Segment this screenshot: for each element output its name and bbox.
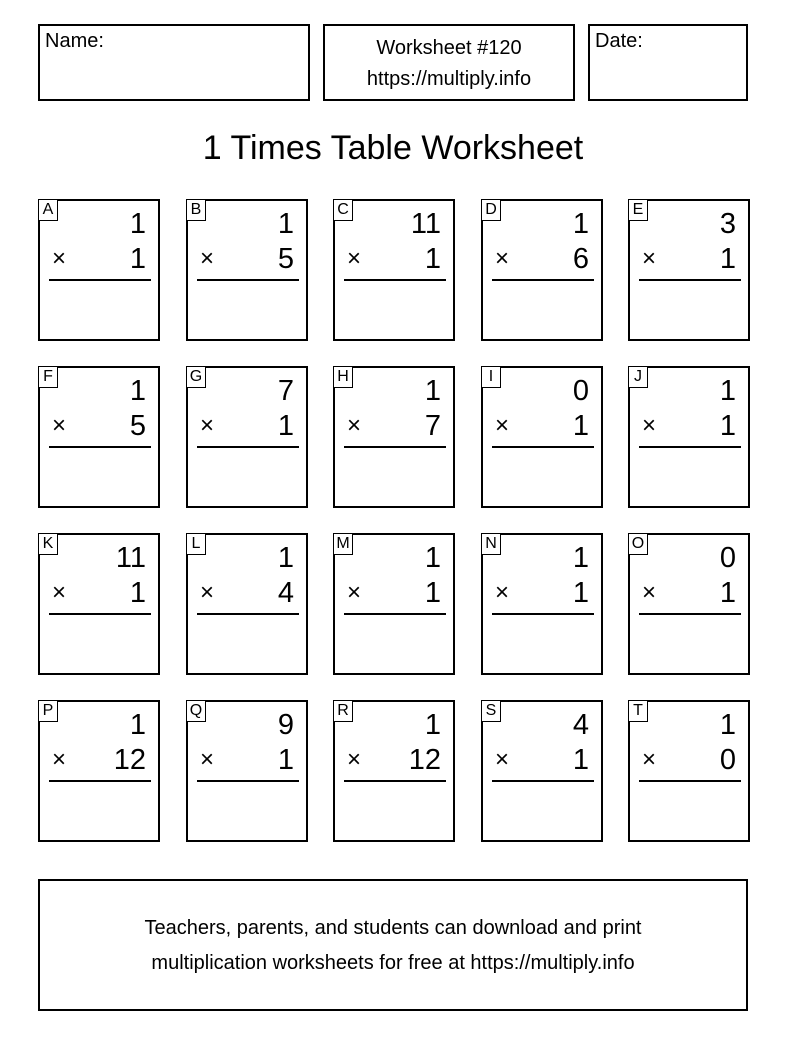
problem-letter: G	[186, 366, 206, 388]
worksheet-info-box	[323, 24, 575, 101]
top-operand: 1	[277, 208, 294, 240]
answer-line	[197, 446, 299, 448]
top-operand: 1	[424, 709, 441, 741]
problem-card	[38, 199, 160, 341]
problem-card	[186, 533, 308, 675]
top-operand: 9	[277, 709, 294, 741]
problem-letter: P	[38, 700, 58, 722]
answer-line	[639, 780, 741, 782]
times-sign: ×	[347, 245, 362, 272]
top-operand: 0	[719, 542, 736, 574]
top-operand: 4	[572, 709, 589, 741]
top-operand: 1	[129, 375, 146, 407]
answer-line	[49, 279, 151, 281]
bottom-operand: 4	[277, 577, 294, 609]
answer-line	[344, 446, 446, 448]
problem-letter: N	[481, 533, 501, 555]
top-operand: 1	[424, 542, 441, 574]
worksheet-number: Worksheet #120	[376, 37, 522, 59]
answer-line	[49, 780, 151, 782]
problem-card	[38, 700, 160, 842]
problem-letter: O	[628, 533, 648, 555]
name-label: Name:	[45, 30, 104, 52]
times-sign: ×	[200, 579, 215, 606]
top-operand: 1	[719, 375, 736, 407]
problem-card	[333, 700, 455, 842]
problem-letter: M	[333, 533, 353, 555]
answer-line	[492, 446, 594, 448]
footer-text-line-1: Teachers, parents, and students can download and print	[144, 917, 642, 939]
problem-card	[481, 700, 603, 842]
answer-line	[197, 279, 299, 281]
problem-letter: L	[186, 533, 206, 555]
problem-letter: H	[333, 366, 353, 388]
times-sign: ×	[52, 579, 67, 606]
problem-card	[186, 366, 308, 508]
problem-card	[333, 199, 455, 341]
date-label: Date:	[595, 30, 643, 52]
top-operand: 1	[424, 375, 441, 407]
footer-text-line-2: multiplication worksheets for free at https://multiply.info	[151, 952, 635, 974]
bottom-operand: 1	[572, 410, 589, 442]
times-sign: ×	[495, 579, 510, 606]
answer-line	[639, 613, 741, 615]
answer-line	[492, 279, 594, 281]
top-operand: 1	[129, 709, 146, 741]
answer-line	[639, 279, 741, 281]
top-operand: 1	[277, 542, 294, 574]
name-field-box	[38, 24, 310, 101]
answer-line	[49, 446, 151, 448]
answer-line	[344, 279, 446, 281]
times-sign: ×	[495, 245, 510, 272]
bottom-operand: 5	[129, 410, 146, 442]
top-operand: 11	[410, 208, 441, 240]
times-sign: ×	[52, 245, 67, 272]
top-operand: 3	[719, 208, 736, 240]
problem-letter: E	[628, 199, 648, 221]
times-sign: ×	[642, 245, 657, 272]
answer-line	[197, 613, 299, 615]
problem-card	[628, 700, 750, 842]
bottom-operand: 5	[277, 243, 294, 275]
times-sign: ×	[200, 746, 215, 773]
top-operand: 1	[129, 208, 146, 240]
times-sign: ×	[495, 746, 510, 773]
problem-letter: Q	[186, 700, 206, 722]
problem-card	[38, 366, 160, 508]
bottom-operand: 0	[719, 744, 736, 776]
page-title: 1 Times Table Worksheet	[202, 129, 584, 167]
top-operand: 11	[115, 542, 146, 574]
problem-letter: B	[186, 199, 206, 221]
top-operand: 7	[277, 375, 294, 407]
bottom-operand: 1	[129, 243, 146, 275]
times-sign: ×	[347, 746, 362, 773]
problem-card	[481, 199, 603, 341]
problem-letter: F	[38, 366, 58, 388]
bottom-operand: 1	[277, 744, 294, 776]
times-sign: ×	[200, 412, 215, 439]
worksheet-url: https://multiply.info	[366, 68, 532, 90]
answer-line	[344, 780, 446, 782]
bottom-operand: 1	[719, 577, 736, 609]
bottom-operand: 12	[408, 744, 441, 776]
top-operand: 0	[572, 375, 589, 407]
answer-line	[492, 613, 594, 615]
problem-card	[333, 366, 455, 508]
bottom-operand: 1	[572, 744, 589, 776]
times-sign: ×	[52, 746, 67, 773]
bottom-operand: 1	[277, 410, 294, 442]
bottom-operand: 1	[719, 410, 736, 442]
problem-card	[38, 533, 160, 675]
problem-letter: C	[333, 199, 353, 221]
answer-line	[49, 613, 151, 615]
problem-card	[186, 700, 308, 842]
bottom-operand: 1	[424, 243, 441, 275]
times-sign: ×	[642, 579, 657, 606]
footer-box	[38, 879, 748, 1011]
bottom-operand: 1	[719, 243, 736, 275]
problem-card	[333, 533, 455, 675]
date-field-box	[588, 24, 748, 101]
times-sign: ×	[495, 412, 510, 439]
top-operand: 1	[572, 208, 589, 240]
problem-letter: D	[481, 199, 501, 221]
times-sign: ×	[642, 746, 657, 773]
bottom-operand: 7	[424, 410, 441, 442]
problem-letter: R	[333, 700, 353, 722]
problem-card	[628, 533, 750, 675]
problem-card	[186, 199, 308, 341]
answer-line	[639, 446, 741, 448]
top-operand: 1	[719, 709, 736, 741]
problem-letter: K	[38, 533, 58, 555]
times-sign: ×	[347, 579, 362, 606]
problem-card	[628, 199, 750, 341]
times-sign: ×	[347, 412, 362, 439]
bottom-operand: 1	[129, 577, 146, 609]
bottom-operand: 6	[572, 243, 589, 275]
problem-card	[481, 533, 603, 675]
times-sign: ×	[642, 412, 657, 439]
top-operand: 1	[572, 542, 589, 574]
problem-letter: T	[628, 700, 648, 722]
problem-letter: A	[38, 199, 58, 221]
times-sign: ×	[52, 412, 67, 439]
bottom-operand: 1	[572, 577, 589, 609]
times-sign: ×	[200, 245, 215, 272]
answer-line	[197, 780, 299, 782]
bottom-operand: 1	[424, 577, 441, 609]
problem-letter: J	[628, 366, 648, 388]
problem-letter: I	[481, 366, 501, 388]
problem-card	[481, 366, 603, 508]
answer-line	[344, 613, 446, 615]
bottom-operand: 12	[113, 744, 146, 776]
answer-line	[492, 780, 594, 782]
problem-letter: S	[481, 700, 501, 722]
problem-card	[628, 366, 750, 508]
